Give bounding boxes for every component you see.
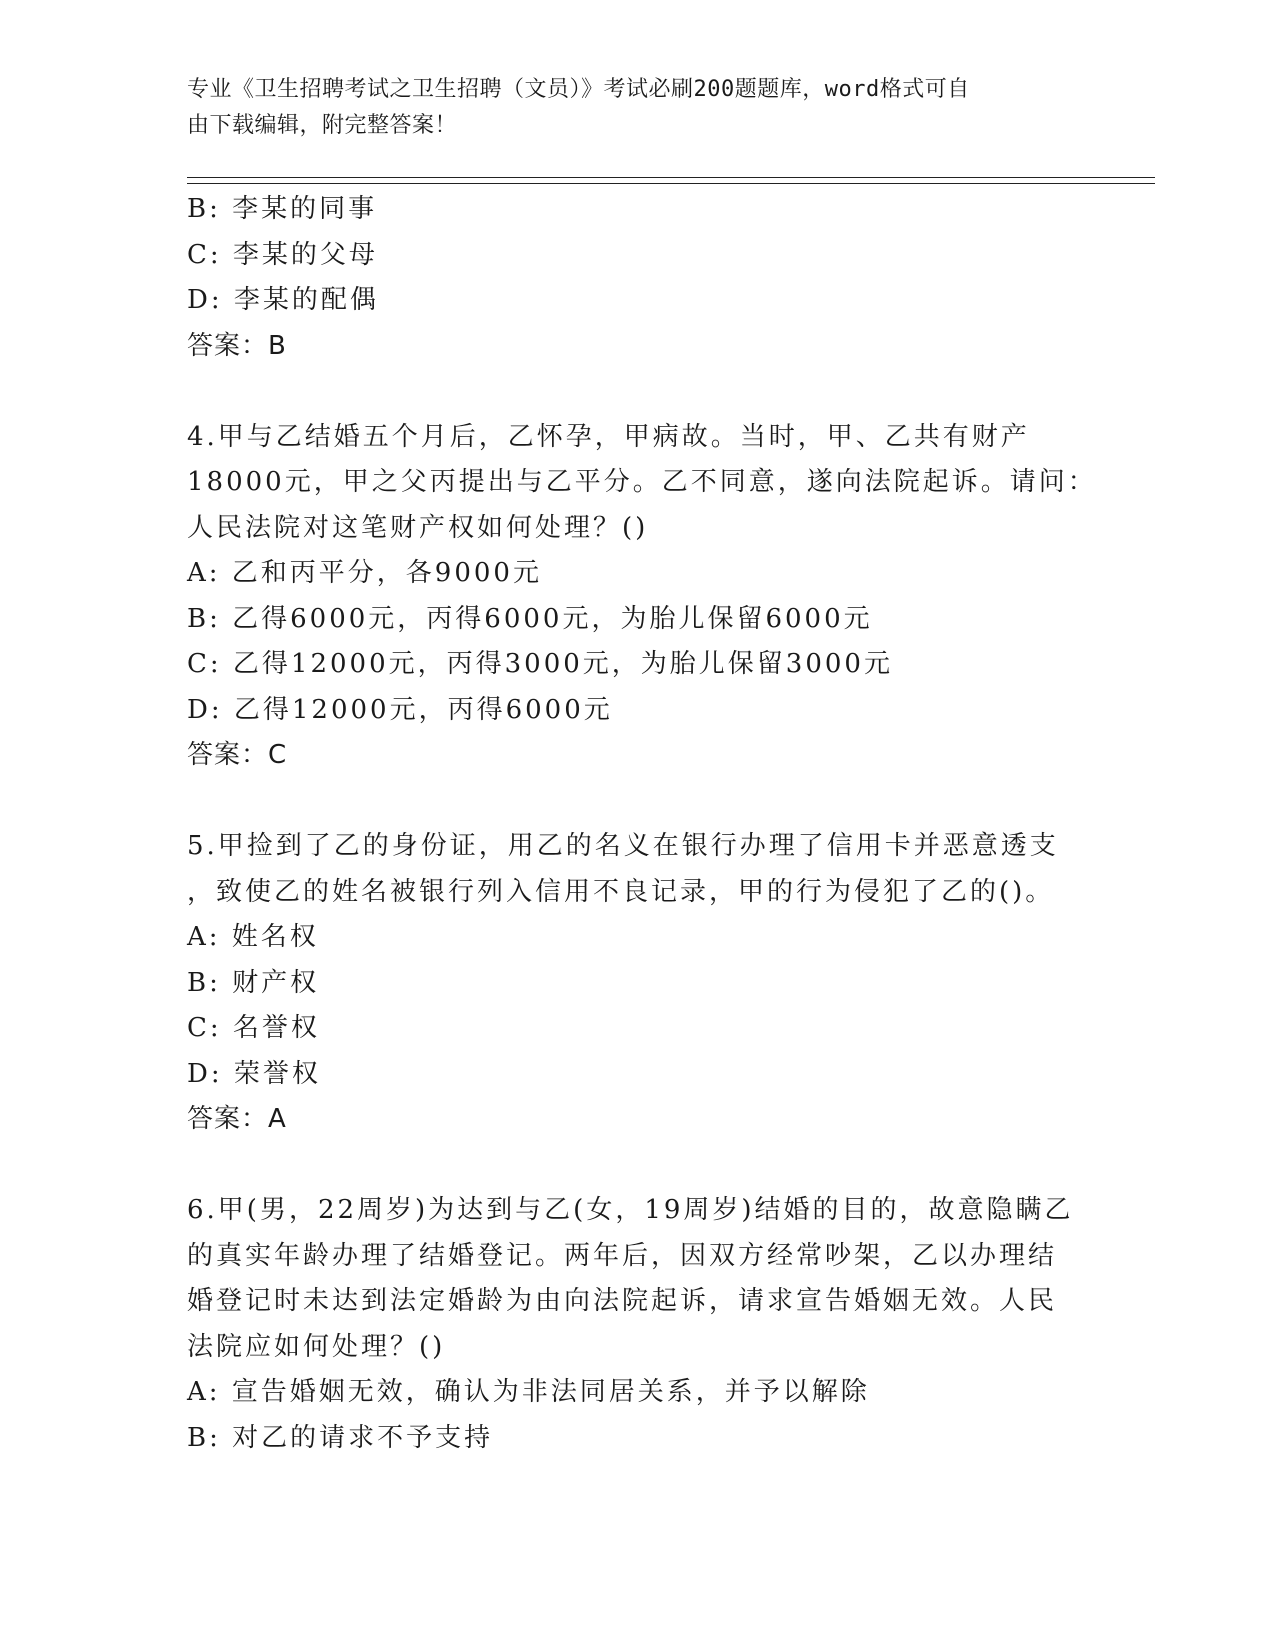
option-line: B: 对乙的请求不予支持 bbox=[187, 1422, 494, 1453]
spacer bbox=[187, 779, 1087, 825]
option-line: D: 乙得12000元，丙得6000元 bbox=[187, 694, 613, 725]
question-stem-line: 6.甲(男，22周岁)为达到与乙(女，19周岁)结婚的目的，故意隐瞒乙 bbox=[187, 1195, 1074, 1225]
question-4 bbox=[187, 415, 1097, 779]
header-divider-bottom bbox=[187, 183, 1155, 184]
option-line: B: 李某的同事 bbox=[187, 194, 378, 224]
answer-line: 答案：B bbox=[187, 330, 287, 361]
question-stem-line: 4.甲与乙结婚五个月后，乙怀孕，甲病故。当时，甲、乙共有财产 bbox=[187, 421, 1030, 452]
question-6 bbox=[187, 1188, 1087, 1461]
option-line: C: 名誉权 bbox=[187, 1013, 320, 1043]
header-line-2: 由下载编辑，附完整答案！ bbox=[187, 113, 458, 138]
document-header bbox=[187, 72, 1067, 144]
option-line: D: 荣誉权 bbox=[187, 1058, 321, 1089]
option-line: B: 乙得6000元，丙得6000元，为胎儿保留6000元 bbox=[187, 603, 873, 634]
prev-question bbox=[187, 187, 1087, 369]
question-stem-line: 法院应如何处理？() bbox=[187, 1331, 446, 1362]
document-body bbox=[187, 187, 1097, 1461]
option-line: A: 乙和丙平分，各9000元 bbox=[187, 558, 542, 588]
spacer bbox=[187, 1143, 1087, 1189]
answer-line: 答案：C bbox=[187, 740, 288, 770]
question-stem-line: 18000元，甲之父丙提出与乙平分。乙不同意，遂向法院起诉。请问： bbox=[187, 467, 1097, 497]
answer-line: 答案：A bbox=[187, 1104, 287, 1134]
option-line: A: 宣告婚姻无效，确认为非法同居关系，并予以解除 bbox=[187, 1377, 870, 1407]
header-divider-top bbox=[187, 177, 1155, 178]
question-stem-line: 婚登记时未达到法定婚龄为由向法院起诉，请求宣告婚姻无效。人民 bbox=[187, 1286, 1058, 1316]
header-line-1: 专业《卫生招聘考试之卫生招聘（文员）》考试必刷200题题库，word格式可自 bbox=[187, 77, 970, 102]
option-line: D: 李某的配偶 bbox=[187, 285, 379, 315]
question-stem-line: 5.甲捡到了乙的身份证，用乙的名义在银行办理了信用卡并恶意透支 bbox=[187, 831, 1059, 861]
question-5 bbox=[187, 824, 1087, 1143]
option-line: B: 财产权 bbox=[187, 967, 320, 998]
spacer bbox=[187, 369, 1087, 415]
option-line: C: 李某的父母 bbox=[187, 239, 378, 270]
question-stem-line: ，致使乙的姓名被银行列入信用不良记录，甲的行为侵犯了乙的()。 bbox=[187, 876, 1055, 907]
question-stem-line: 人民法院对这笔财产权如何处理？() bbox=[187, 512, 649, 543]
option-line: C: 乙得12000元，丙得3000元，为胎儿保留3000元 bbox=[187, 649, 893, 679]
question-stem-line: 的真实年龄办理了结婚登记。两年后，因双方经常吵架，乙以办理结 bbox=[187, 1240, 1058, 1271]
option-line: A: 姓名权 bbox=[187, 922, 319, 952]
